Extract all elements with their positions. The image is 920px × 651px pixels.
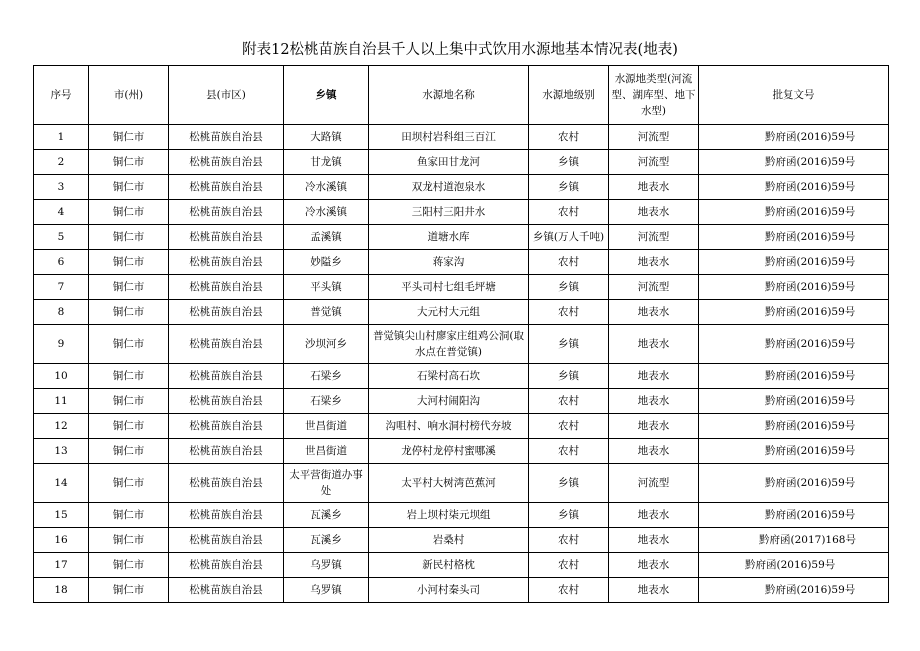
cell-type: 地表水 [609, 578, 699, 603]
approval-text: 黔府函(2016)59号 [765, 509, 856, 521]
cell-county: 松桃苗族自治县 [169, 200, 284, 225]
cell-township: 瓦溪乡 [284, 528, 369, 553]
header-city: 市(州) [89, 66, 169, 125]
cell-approval [699, 225, 889, 250]
cell-index: 16 [34, 528, 89, 553]
cell-source-name: 鱼家田甘龙河 [369, 150, 529, 175]
cell-city: 铜仁市 [89, 528, 169, 553]
cell-city: 铜仁市 [89, 414, 169, 439]
cell-level: 农村 [529, 300, 609, 325]
cell-source-name: 岩桑村 [369, 528, 529, 553]
cell-approval [699, 439, 889, 464]
cell-source-name: 平头司村七组毛坪塘 [369, 275, 529, 300]
cell-type: 河流型 [609, 275, 699, 300]
cell-source-name: 双龙村道泡泉水 [369, 175, 529, 200]
cell-township: 冷水溪镇 [284, 200, 369, 225]
cell-level: 乡镇 [529, 325, 609, 364]
cell-source-name: 普觉镇尖山村廖家庄组鸡公洞(取水点在普觉镇) [369, 325, 529, 364]
cell-city: 铜仁市 [89, 150, 169, 175]
cell-township: 冷水溪镇 [284, 175, 369, 200]
cell-approval [699, 414, 889, 439]
cell-township: 甘龙镇 [284, 150, 369, 175]
cell-township: 平头镇 [284, 275, 369, 300]
cell-index: 15 [34, 503, 89, 528]
table-row [34, 175, 889, 200]
cell-approval [699, 364, 889, 389]
cell-index: 14 [34, 464, 89, 503]
water-source-table-wrapper [33, 65, 889, 603]
cell-source-name: 新民村格枕 [369, 553, 529, 578]
cell-level: 农村 [529, 578, 609, 603]
cell-approval [699, 125, 889, 150]
cell-type: 地表水 [609, 528, 699, 553]
cell-city: 铜仁市 [89, 250, 169, 275]
cell-source-name: 沟咀村、响水洞村榜代夯坡 [369, 414, 529, 439]
cell-type: 地表水 [609, 325, 699, 364]
cell-index: 5 [34, 225, 89, 250]
cell-source-name: 小河村秦头司 [369, 578, 529, 603]
header-county: 县(市区) [169, 66, 284, 125]
cell-approval [699, 578, 889, 603]
approval-text: 黔府函(2016)59号 [765, 306, 856, 318]
cell-type: 地表水 [609, 439, 699, 464]
cell-level: 农村 [529, 439, 609, 464]
cell-township: 乌罗镇 [284, 578, 369, 603]
cell-county: 松桃苗族自治县 [169, 175, 284, 200]
cell-index: 11 [34, 389, 89, 414]
cell-level: 乡镇(万人千吨) [529, 225, 609, 250]
cell-approval [699, 325, 889, 364]
cell-city: 铜仁市 [89, 464, 169, 503]
cell-source-name: 大元村大元组 [369, 300, 529, 325]
table-row [34, 528, 889, 553]
header-level: 水源地级别 [529, 66, 609, 125]
cell-city: 铜仁市 [89, 553, 169, 578]
cell-city: 铜仁市 [89, 175, 169, 200]
cell-city: 铜仁市 [89, 325, 169, 364]
cell-township: 普觉镇 [284, 300, 369, 325]
approval-text: 黔府函(2016)59号 [765, 395, 856, 407]
cell-approval [699, 300, 889, 325]
table-header-row [34, 66, 889, 125]
cell-county: 松桃苗族自治县 [169, 553, 284, 578]
cell-approval [699, 389, 889, 414]
approval-text: 黔府函(2016)59号 [765, 477, 856, 489]
cell-type: 地表水 [609, 200, 699, 225]
cell-county: 松桃苗族自治县 [169, 389, 284, 414]
cell-index: 10 [34, 364, 89, 389]
cell-county: 松桃苗族自治县 [169, 150, 284, 175]
cell-level: 农村 [529, 200, 609, 225]
cell-source-name: 石梁村高石坎 [369, 364, 529, 389]
cell-county: 松桃苗族自治县 [169, 250, 284, 275]
header-township: 乡镇 [284, 66, 369, 125]
cell-level: 乡镇 [529, 175, 609, 200]
cell-source-name: 道塘水库 [369, 225, 529, 250]
approval-text: 黔府函(2016)59号 [765, 420, 856, 432]
header-approval: 批复文号 [699, 66, 889, 125]
cell-source-name: 三阳村三阳井水 [369, 200, 529, 225]
cell-type: 地表水 [609, 553, 699, 578]
cell-index: 9 [34, 325, 89, 364]
cell-level: 乡镇 [529, 464, 609, 503]
approval-text: 黔府函(2016)59号 [765, 584, 856, 596]
cell-township: 妙隘乡 [284, 250, 369, 275]
cell-township: 世昌街道 [284, 414, 369, 439]
cell-level: 乡镇 [529, 275, 609, 300]
approval-text: 黔府函(2016)59号 [765, 370, 856, 382]
cell-level: 农村 [529, 389, 609, 414]
cell-approval [699, 528, 889, 553]
cell-city: 铜仁市 [89, 275, 169, 300]
cell-level: 农村 [529, 414, 609, 439]
table-row [34, 125, 889, 150]
cell-county: 松桃苗族自治县 [169, 464, 284, 503]
cell-index: 1 [34, 125, 89, 150]
cell-approval [699, 250, 889, 275]
cell-county: 松桃苗族自治县 [169, 300, 284, 325]
table-row [34, 200, 889, 225]
cell-source-name: 蒋家沟 [369, 250, 529, 275]
table-row [34, 464, 889, 503]
cell-approval [699, 553, 889, 578]
cell-city: 铜仁市 [89, 364, 169, 389]
cell-county: 松桃苗族自治县 [169, 364, 284, 389]
table-row [34, 364, 889, 389]
cell-type: 地表水 [609, 503, 699, 528]
table-row [34, 553, 889, 578]
table-row [34, 225, 889, 250]
cell-city: 铜仁市 [89, 578, 169, 603]
cell-city: 铜仁市 [89, 225, 169, 250]
cell-type: 地表水 [609, 364, 699, 389]
cell-county: 松桃苗族自治县 [169, 503, 284, 528]
table-title: 附表12松桃苗族自治县千人以上集中式饮用水源地基本情况表(地表) [242, 42, 678, 58]
approval-text: 黔府函(2016)59号 [765, 281, 856, 293]
cell-source-name: 大河村闹阳沟 [369, 389, 529, 414]
cell-type: 地表水 [609, 250, 699, 275]
cell-township: 瓦溪乡 [284, 503, 369, 528]
cell-level: 农村 [529, 553, 609, 578]
cell-type: 河流型 [609, 225, 699, 250]
table-row [34, 439, 889, 464]
cell-type: 河流型 [609, 125, 699, 150]
approval-text: 黔府函(2016)59号 [765, 206, 856, 218]
approval-text: 黔府函(2016)59号 [765, 131, 856, 143]
cell-type: 地表水 [609, 389, 699, 414]
header-source-name: 水源地名称 [369, 66, 529, 125]
table-row [34, 300, 889, 325]
table-body [34, 125, 889, 603]
cell-approval [699, 200, 889, 225]
cell-township: 世昌街道 [284, 439, 369, 464]
cell-approval [699, 503, 889, 528]
approval-text: 黔府函(2016)59号 [765, 338, 856, 350]
cell-county: 松桃苗族自治县 [169, 325, 284, 364]
cell-index: 2 [34, 150, 89, 175]
table-row [34, 414, 889, 439]
cell-township: 乌罗镇 [284, 553, 369, 578]
cell-township: 沙坝河乡 [284, 325, 369, 364]
approval-text: 黔府函(2017)168号 [759, 534, 856, 546]
cell-approval [699, 150, 889, 175]
cell-county: 松桃苗族自治县 [169, 414, 284, 439]
table-row [34, 578, 889, 603]
cell-township: 石梁乡 [284, 364, 369, 389]
cell-index: 4 [34, 200, 89, 225]
cell-level: 农村 [529, 125, 609, 150]
cell-type: 地表水 [609, 175, 699, 200]
cell-source-name: 太平村大树湾芭蕉河 [369, 464, 529, 503]
cell-county: 松桃苗族自治县 [169, 225, 284, 250]
cell-approval [699, 464, 889, 503]
approval-text: 黔府函(2016)59号 [765, 231, 856, 243]
cell-level: 农村 [529, 250, 609, 275]
cell-county: 松桃苗族自治县 [169, 578, 284, 603]
cell-type: 地表水 [609, 300, 699, 325]
cell-county: 松桃苗族自治县 [169, 528, 284, 553]
cell-county: 松桃苗族自治县 [169, 439, 284, 464]
cell-township: 太平营街道办事处 [284, 464, 369, 503]
table-row [34, 503, 889, 528]
cell-index: 3 [34, 175, 89, 200]
cell-city: 铜仁市 [89, 439, 169, 464]
cell-source-name: 岩上坝村柒元坝组 [369, 503, 529, 528]
cell-approval [699, 275, 889, 300]
cell-level: 乡镇 [529, 150, 609, 175]
water-source-table [33, 65, 889, 603]
cell-type: 河流型 [609, 464, 699, 503]
approval-text: 黔府函(2016)59号 [765, 256, 856, 268]
table-row [34, 325, 889, 364]
cell-approval [699, 175, 889, 200]
cell-city: 铜仁市 [89, 503, 169, 528]
cell-township: 孟溪镇 [284, 225, 369, 250]
header-index: 序号 [34, 66, 89, 125]
table-row [34, 250, 889, 275]
cell-index: 18 [34, 578, 89, 603]
cell-city: 铜仁市 [89, 200, 169, 225]
cell-index: 17 [34, 553, 89, 578]
approval-text: 黔府函(2016)59号 [765, 445, 856, 457]
cell-city: 铜仁市 [89, 300, 169, 325]
cell-source-name: 龙停村龙停村蜜哪溪 [369, 439, 529, 464]
header-type: 水源地类型(河流型、湖库型、地下水型) [609, 66, 699, 125]
table-row [34, 150, 889, 175]
cell-county: 松桃苗族自治县 [169, 125, 284, 150]
cell-level: 乡镇 [529, 364, 609, 389]
table-row [34, 275, 889, 300]
cell-index: 8 [34, 300, 89, 325]
cell-type: 河流型 [609, 150, 699, 175]
cell-index: 13 [34, 439, 89, 464]
cell-source-name: 田坝村岩科组三百江 [369, 125, 529, 150]
cell-township: 石梁乡 [284, 389, 369, 414]
cell-index: 6 [34, 250, 89, 275]
cell-county: 松桃苗族自治县 [169, 275, 284, 300]
approval-text: 黔府函(2016)59号 [765, 156, 856, 168]
cell-level: 乡镇 [529, 503, 609, 528]
cell-township: 大路镇 [284, 125, 369, 150]
approval-text: 黔府函(2016)59号 [745, 559, 836, 571]
approval-text: 黔府函(2016)59号 [765, 181, 856, 193]
cell-type: 地表水 [609, 414, 699, 439]
table-row [34, 389, 889, 414]
cell-city: 铜仁市 [89, 125, 169, 150]
cell-index: 7 [34, 275, 89, 300]
cell-index: 12 [34, 414, 89, 439]
cell-level: 农村 [529, 528, 609, 553]
cell-city: 铜仁市 [89, 389, 169, 414]
